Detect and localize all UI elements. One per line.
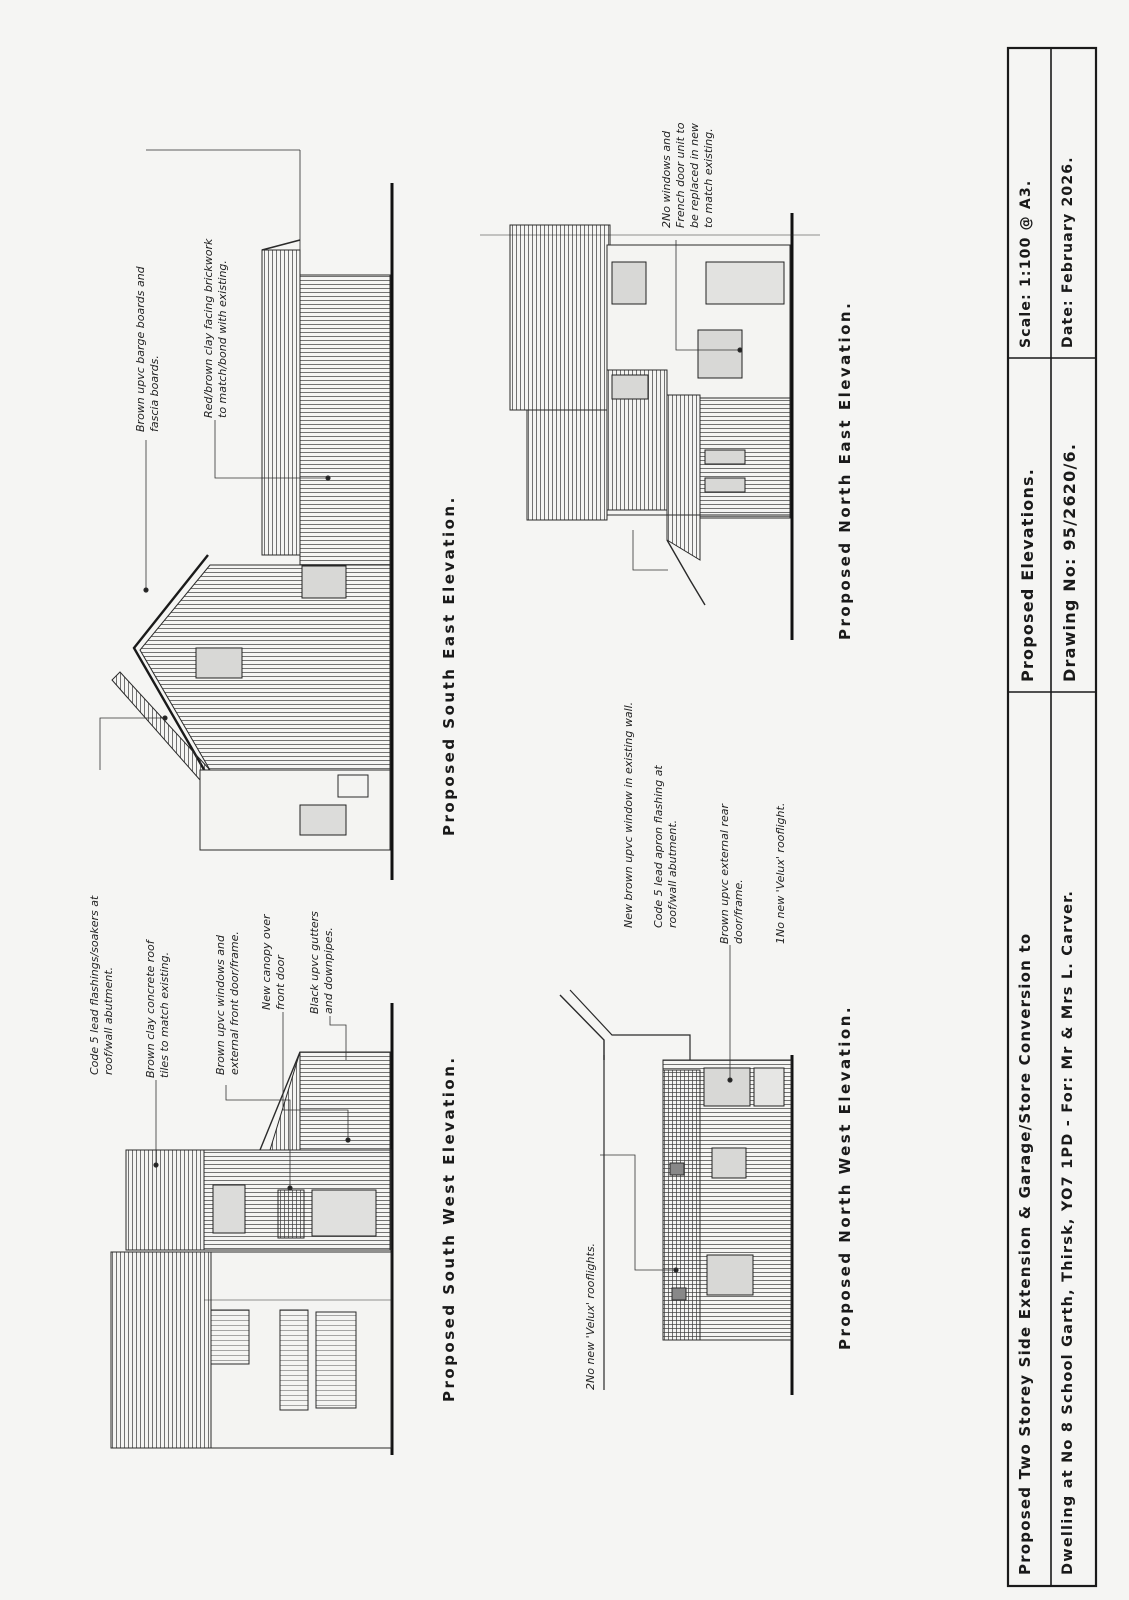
title-scale: Scale: 1:100 @ A3. [1018, 179, 1034, 348]
nw-rooflight-1 [670, 1163, 684, 1175]
note-ne-windows-french-door: 2No windows and French door unit to be replaced in new to match existing. [660, 122, 715, 228]
ne-roof-lower [527, 410, 607, 520]
south-east-elevation-title: Proposed South East Elevation. [440, 495, 458, 836]
sw-extension-window [213, 1185, 245, 1233]
sw-garage-roof [270, 1052, 300, 1150]
ne-canopy-roof [667, 395, 700, 560]
se-lower-wing [200, 770, 390, 850]
nw-ground-window [712, 1148, 746, 1178]
ne-french-door [706, 262, 784, 304]
note-sw-gutters: Black upvc gutters and downpipes. [308, 911, 335, 1014]
se-rear-door [300, 805, 346, 835]
north-east-elevation-title: Proposed North East Elevation. [836, 300, 854, 640]
note-sw-canopy: New canopy over front door [260, 914, 287, 1010]
north-west-elevation-title: Proposed North West Elevation. [836, 1004, 854, 1350]
nw-rooflight-2 [672, 1288, 686, 1300]
note-se-brickwork: Red/brown clay facing brickwork to match/bond with existing. [202, 238, 229, 418]
title-drawing-title: Proposed Elevations. [1018, 467, 1037, 682]
nw-side-window [707, 1255, 753, 1295]
sw-main-window-lower [316, 1312, 356, 1408]
ne-window-2 [698, 330, 742, 378]
ne-window-3 [612, 375, 648, 399]
sw-garage-wall [300, 1052, 390, 1150]
note-sw-lead-flashings: Code 5 lead flashings/soakers at roof/wall abutment. [88, 895, 115, 1075]
ne-extension-window-1 [705, 450, 745, 464]
note-nw-rear-door: Brown upvc external rear door/frame. [718, 804, 745, 944]
sw-canopy [278, 1190, 304, 1238]
ne-window-1 [612, 262, 646, 304]
nw-new-window [704, 1068, 750, 1106]
sw-front-door [312, 1190, 376, 1236]
title-drawing-number: Drawing No: 95/2620/6. [1060, 442, 1079, 682]
note-nw-rooflight: 1No new 'Velux' rooflight. [774, 802, 787, 944]
note-sw-roof-tiles: Brown clay concrete roof tiles to match existing. [144, 940, 171, 1078]
sw-main-roof [111, 1252, 211, 1448]
title-date: Date: February 2026. [1060, 156, 1076, 348]
sw-extension-roof [126, 1150, 204, 1250]
ne-roof [510, 225, 610, 410]
sw-main-window-upper [211, 1310, 249, 1364]
note-sw-windows-door: Brown upvc windows and external front door/frame. [214, 931, 241, 1075]
ne-extension-window-2 [705, 478, 745, 492]
note-nw-rooflights: 2No new 'Velux' rooflights. [584, 1242, 597, 1390]
sw-main-panel [280, 1310, 308, 1410]
note-nw-new-window: New brown upvc window in existing wall. [622, 701, 635, 928]
south-west-elevation-title: Proposed South West Elevation. [440, 1055, 458, 1402]
title-project-line-1: Proposed Two Storey Side Extension & Garage/Store Conversion to [1016, 932, 1034, 1575]
se-upper-window [196, 648, 242, 678]
title-project-line-2: Dwelling at No 8 School Garth, Thirsk, YO7 1PD - For: Mr & Mrs L. Carver. [1060, 889, 1076, 1575]
se-extension-roof [262, 250, 300, 555]
north-east-elevation-drawing [480, 213, 820, 640]
note-nw-apron-flashing: Code 5 lead apron flashing at roof/wall abutment. [652, 765, 679, 928]
se-extension-brickwork [300, 275, 390, 565]
se-lower-window [302, 566, 346, 598]
south-east-elevation-drawing [112, 150, 392, 880]
note-se-barge-boards: Brown upvc barge boards and fascia boards. [134, 266, 161, 432]
nw-rear-door [754, 1068, 784, 1106]
